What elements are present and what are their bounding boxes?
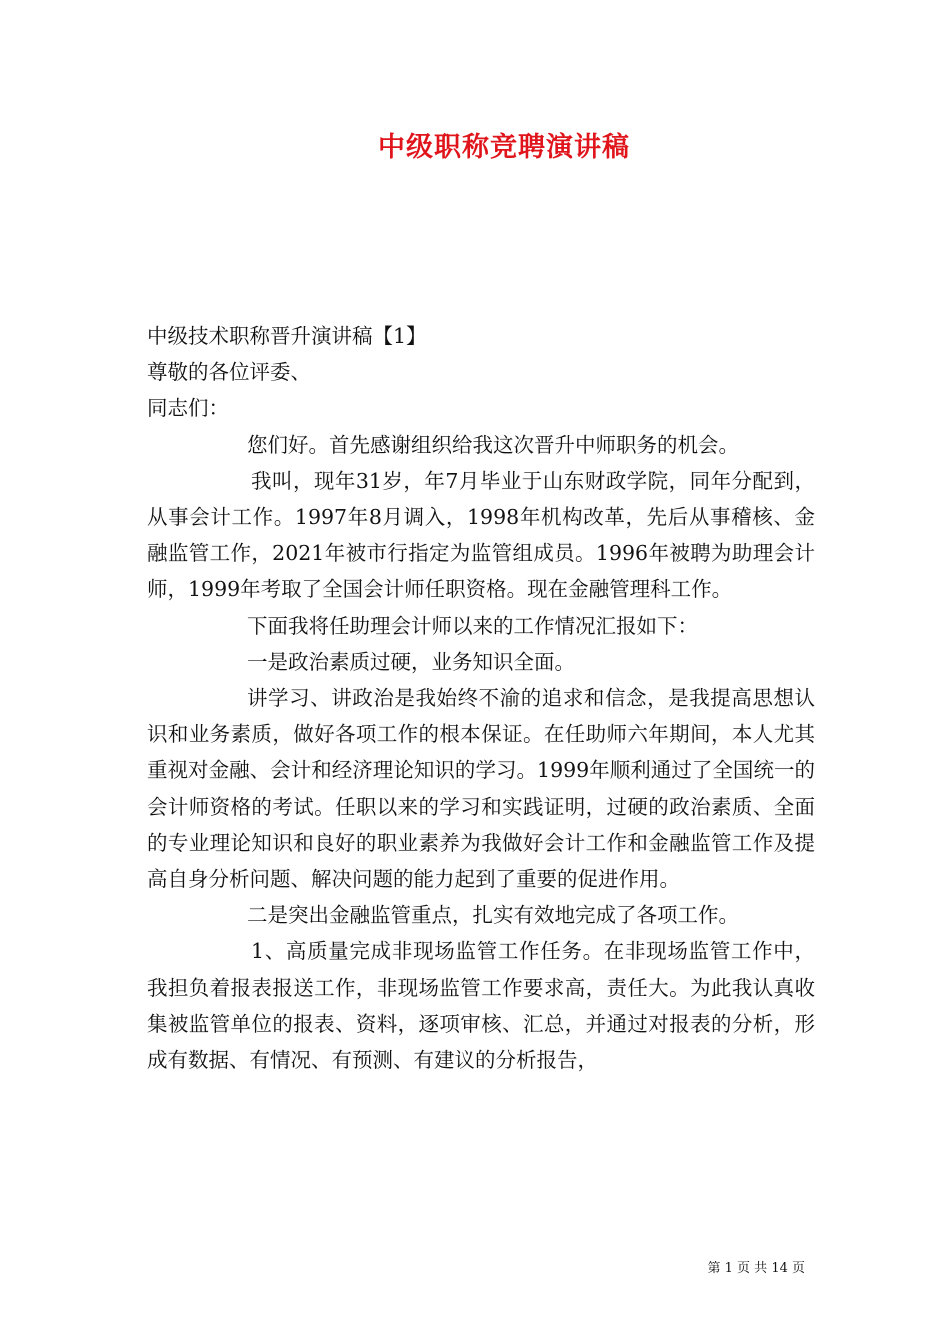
paragraph: 二是突出金融监管重点，扎实有效地完成了各项工作。 <box>247 903 739 928</box>
document-body <box>147 318 815 1078</box>
paragraph: 一是政治素质过硬，业务知识全面。 <box>247 649 575 674</box>
paragraph: 您们好。首先感谢组织给我这次晋升中师职务的机会。 <box>247 432 739 457</box>
page-number: 第 1 页 共 14 页 <box>707 1261 805 1276</box>
document-title: 中级职称竞聘演讲稿 <box>378 132 630 163</box>
paragraph: 1、高质量完成非现场监管工作任务。在非现场监管工作中，我担负着报表报送工作，非现场监管工作要求高，责任大。为此我认真收集被监管单位的报表、资料，逐项审核、汇总，并通过对报表的分析，形成有数据、有情况、有预测、有建议的分析报告， <box>147 939 815 1073</box>
salutation-line-2: 同志们： <box>147 396 229 421</box>
paragraph: 讲学习、讲政治是我始终不渝的追求和信念，是我提高思想认识和业务素质，做好各项工作的根本保证。在任助师六年期间，本人尤其重视对金融、会计和经济理论知识的学习。1999年顺利通过了全国统一的会计师资格的考试。任职以来的学习和实践证明，过硬的政治素质、全面的专业理论知识和良好的职业素养为我做好会计工作和金融监管工作及提高自身分析问题、解决问题的能力起到了重要的促进作用。 <box>147 686 815 892</box>
paragraph: 我叫，现年31岁，年7月毕业于山东财政学院，同年分配到，从事会计工作。1997年8月调入，1998年机构改革，先后从事稽核、金融监管工作，2021年被市行指定为监管组成员。1996年被聘为助理会计师，1999年考取了全国会计师任职资格。现在金融管理科工作。 <box>147 468 815 602</box>
paragraph: 下面我将任助理会计师以来的工作情况汇报如下： <box>247 613 698 638</box>
salutation-line-1: 尊敬的各位评委、 <box>147 360 311 385</box>
section-heading: 中级技术职称晋升演讲稿【1】 <box>147 324 427 348</box>
